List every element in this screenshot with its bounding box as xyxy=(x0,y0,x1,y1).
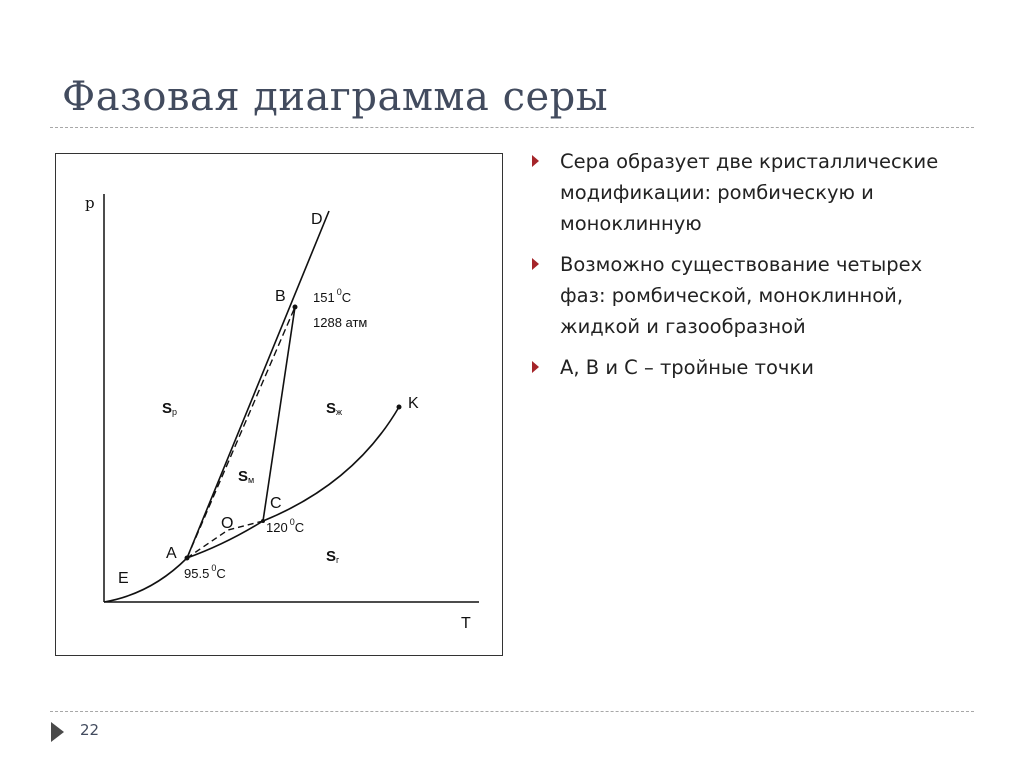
point-a-marker xyxy=(185,556,190,561)
slide-title: Фазовая диаграмма серы xyxy=(62,74,609,120)
title-divider xyxy=(50,127,974,128)
bullet-list xyxy=(532,146,972,393)
bullet-text: А, В и С – тройные точки xyxy=(560,356,814,379)
bullet-arrow-icon xyxy=(532,258,539,270)
bullet-item xyxy=(532,352,972,383)
line-a-d xyxy=(187,211,329,558)
bullet-item xyxy=(532,146,972,239)
bullet-text: Возможно существование четырех фаз: ромбической, моноклинной, жидкой и газообразной xyxy=(560,253,923,338)
point-a-label: A xyxy=(166,545,177,562)
vapor-curve-e-k xyxy=(104,407,399,602)
point-c-marker xyxy=(261,519,265,523)
region-gas-label: Sг xyxy=(326,548,340,565)
bullet-text: Сера образует две кристаллические модификации: ромбическую и моноклинную xyxy=(560,150,939,235)
point-o-label: O xyxy=(221,515,234,532)
bullet-item xyxy=(532,249,972,342)
point-c-temperature: 120 $^0$C xyxy=(266,517,305,535)
point-b-label: B xyxy=(275,288,286,305)
t-axis-label: T xyxy=(461,615,471,632)
point-k-marker xyxy=(397,405,402,410)
point-k-label: K xyxy=(408,395,419,412)
play-arrow-icon xyxy=(51,722,64,742)
point-b-temperature: 151 $^0$C xyxy=(313,287,352,305)
phase-diagram xyxy=(55,153,503,656)
region-rhombic-label: Sр xyxy=(162,400,178,417)
phase-diagram-svg xyxy=(56,154,502,655)
region-liquid-label: Sж xyxy=(326,400,343,417)
footer-divider xyxy=(50,711,974,712)
region-monoclinic-label: Sм xyxy=(238,468,255,485)
point-b-pressure: 1288 атм xyxy=(313,315,368,330)
point-c-label: C xyxy=(270,495,282,512)
point-b-marker xyxy=(293,305,298,310)
page-number: 22 xyxy=(80,721,100,739)
bullet-arrow-icon xyxy=(532,155,539,167)
bullet-arrow-icon xyxy=(532,361,539,373)
line-c-b xyxy=(263,307,295,521)
point-d-label: D xyxy=(311,211,323,228)
p-axis-label: p xyxy=(85,194,95,212)
point-e-label: E xyxy=(118,570,129,587)
point-a-temperature: 95.5 $^0$C xyxy=(184,563,226,581)
